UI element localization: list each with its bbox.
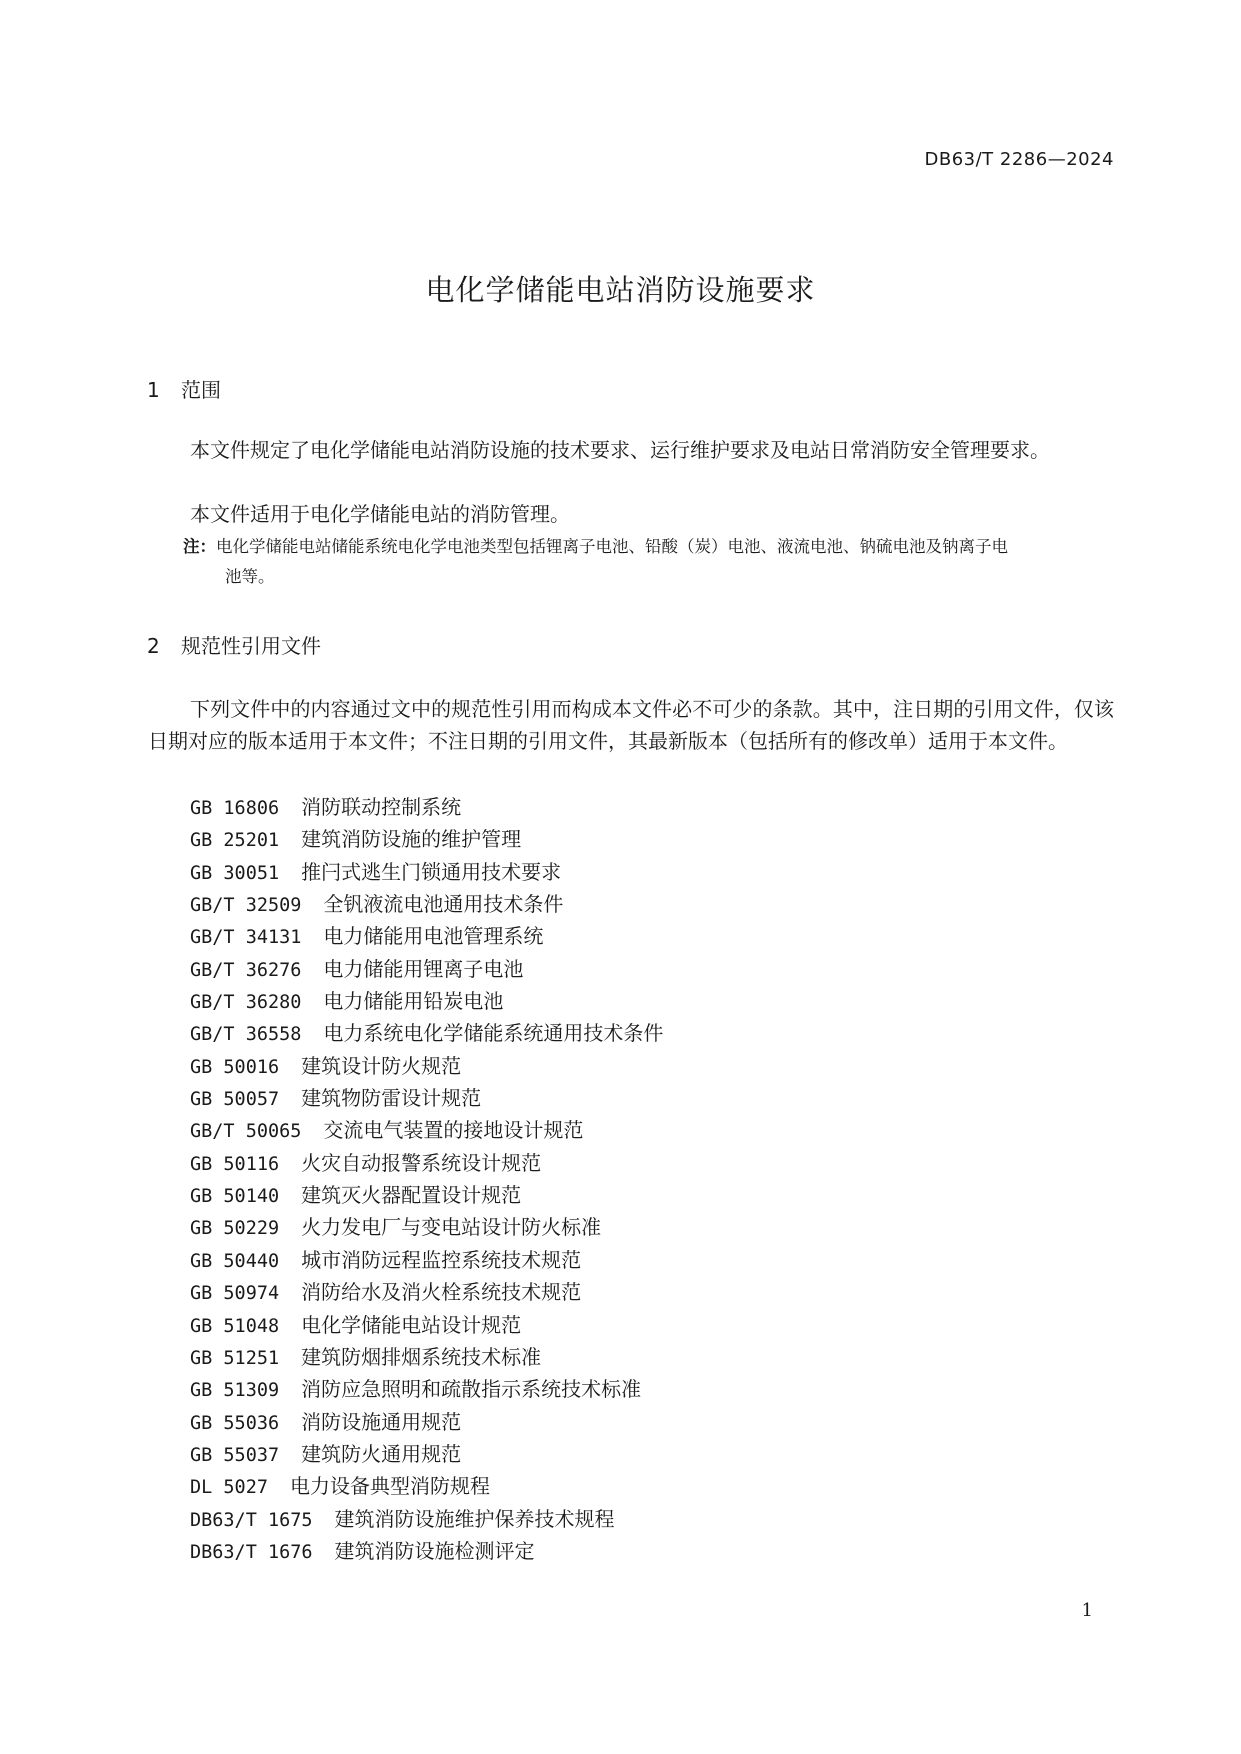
reference-title: 火灾自动报警系统设计规范 xyxy=(301,1150,542,1175)
reference-code: GB 55036 xyxy=(190,1412,280,1434)
reference-title: 消防给水及消火栓系统技术规范 xyxy=(301,1280,582,1305)
reference-title: 消防设施通用规范 xyxy=(301,1409,462,1434)
reference-item xyxy=(190,1438,663,1470)
reference-title: 电化学储能电站设计规范 xyxy=(301,1312,522,1337)
scope-paragraph-1: 本文件规定了电化学储能电站消防设施的技术要求、运行维护要求及电站日常消防安全管理要求。 xyxy=(190,438,1050,462)
reference-title: 全钒液流电池通用技术条件 xyxy=(323,892,564,917)
reference-item xyxy=(190,1179,663,1211)
reference-code: GB 50116 xyxy=(190,1153,280,1175)
reference-code: GB 50057 xyxy=(190,1089,280,1111)
reference-code: GB 50440 xyxy=(190,1250,280,1272)
note-text-line-2: 池等。 xyxy=(225,567,275,586)
reference-title: 建筑灭火器配置设计规范 xyxy=(301,1183,522,1208)
page-number: 1 xyxy=(1081,1600,1093,1621)
reference-item xyxy=(190,985,663,1017)
reference-list xyxy=(190,791,663,1567)
section-number: 2 xyxy=(147,634,160,658)
references-intro-paragraph: 下列文件中的内容通过文中的规范性引用而构成本文件必不可少的条款。其中，注日期的引用文件，仅该日期对应的版本适用于本文件；不注日期的引用文件，其最新版本（包括所有的修改单）适用于本文件。 xyxy=(148,697,1114,753)
reference-code: GB 51251 xyxy=(190,1347,280,1369)
reference-item xyxy=(190,1017,663,1049)
reference-title: 消防联动控制系统 xyxy=(301,795,462,819)
reference-item xyxy=(190,1244,663,1276)
reference-title: 城市消防远程监控系统技术规范 xyxy=(301,1247,582,1272)
reference-item xyxy=(190,1147,663,1179)
document-title: 电化学储能电站消防设施要求 xyxy=(425,273,816,307)
reference-title: 建筑消防设施维护保养技术规程 xyxy=(334,1506,615,1531)
scope-note xyxy=(183,532,1115,592)
reference-item xyxy=(190,1406,663,1438)
reference-code: GB 30051 xyxy=(190,862,280,884)
reference-title: 火力发电厂与变电站设计防火标准 xyxy=(301,1215,602,1240)
reference-title: 电力储能用锂离子电池 xyxy=(323,956,524,981)
reference-item xyxy=(190,1373,663,1405)
reference-item xyxy=(190,1050,663,1082)
reference-title: 交流电气装置的接地设计规范 xyxy=(323,1118,584,1143)
reference-item xyxy=(190,1276,663,1308)
reference-title: 消防应急照明和疏散指示系统技术标准 xyxy=(301,1377,642,1402)
section-title: 范围 xyxy=(181,378,221,402)
section-2-heading xyxy=(147,630,321,659)
note-label: 注： xyxy=(183,537,216,556)
reference-code: DL 5027 xyxy=(190,1477,268,1499)
reference-title: 电力系统电化学储能系统通用技术条件 xyxy=(323,1021,664,1046)
reference-item xyxy=(190,953,663,985)
reference-code: DB63/T 1675 xyxy=(190,1509,313,1531)
reference-title: 建筑防烟排烟系统技术标准 xyxy=(301,1344,542,1369)
reference-code: GB 51309 xyxy=(190,1380,280,1402)
reference-title: 电力储能用电池管理系统 xyxy=(323,924,544,949)
section-number: 1 xyxy=(147,378,160,402)
scope-paragraph-2: 本文件适用于电化学储能电站的消防管理。 xyxy=(190,502,570,526)
reference-title: 建筑物防雷设计规范 xyxy=(301,1086,482,1111)
reference-item xyxy=(190,1535,663,1567)
reference-item xyxy=(190,920,663,952)
reference-code: GB 50140 xyxy=(190,1186,280,1208)
reference-title: 建筑防火通用规范 xyxy=(301,1441,462,1466)
reference-item xyxy=(190,1309,663,1341)
reference-item xyxy=(190,1470,663,1502)
reference-item xyxy=(190,1503,663,1535)
reference-item xyxy=(190,1341,663,1373)
reference-code: GB 50229 xyxy=(190,1218,280,1240)
reference-code: GB 51048 xyxy=(190,1315,280,1337)
reference-title: 电力设备典型消防规程 xyxy=(289,1474,490,1499)
reference-code: GB/T 36276 xyxy=(190,959,302,981)
reference-item xyxy=(190,791,663,823)
standard-code: DB63/T 2286—2024 xyxy=(924,149,1114,170)
reference-code: DB63/T 1676 xyxy=(190,1541,313,1563)
reference-code: GB 50016 xyxy=(190,1056,280,1078)
reference-item xyxy=(190,888,663,920)
section-1-heading xyxy=(147,374,221,403)
reference-item xyxy=(190,856,663,888)
reference-code: GB/T 34131 xyxy=(190,927,302,949)
reference-item xyxy=(190,1114,663,1146)
reference-code: GB/T 36558 xyxy=(190,1024,302,1046)
reference-code: GB 55037 xyxy=(190,1444,280,1466)
reference-title: 推闩式逃生门锁通用技术要求 xyxy=(301,859,562,884)
reference-code: GB/T 36280 xyxy=(190,992,302,1014)
reference-item xyxy=(190,1211,663,1243)
reference-title: 建筑消防设施的维护管理 xyxy=(301,827,522,852)
section-title: 规范性引用文件 xyxy=(181,634,321,658)
reference-code: GB/T 50065 xyxy=(190,1121,302,1143)
reference-title: 电力储能用铅炭电池 xyxy=(323,989,504,1014)
note-text-line-1: 电化学储能电站储能系统电化学电池类型包括锂离子电池、铅酸（炭）电池、液流电池、钠硫电池及钠离子电 xyxy=(216,537,1008,556)
reference-item xyxy=(190,823,663,855)
reference-code: GB 50974 xyxy=(190,1283,280,1305)
reference-code: GB/T 32509 xyxy=(190,895,302,917)
reference-code: GB 16806 xyxy=(190,798,280,819)
reference-code: GB 25201 xyxy=(190,830,280,852)
reference-title: 建筑消防设施检测评定 xyxy=(334,1538,535,1563)
reference-title: 建筑设计防火规范 xyxy=(301,1053,462,1078)
reference-item xyxy=(190,1082,663,1114)
